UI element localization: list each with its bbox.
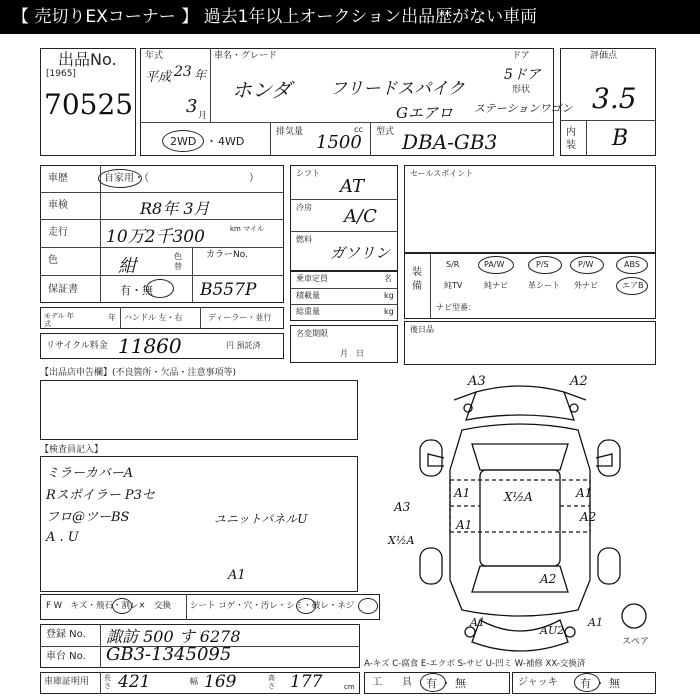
- notes-box: [40, 380, 358, 440]
- model-year-label: モデル 年式: [44, 312, 74, 328]
- afterfit-box: [404, 321, 656, 365]
- inspection-value: R8年 3月: [140, 199, 210, 218]
- gross-unit: kg: [384, 307, 394, 316]
- cm-unit: cm: [344, 683, 355, 691]
- jack-label: ジャッキ: [518, 677, 558, 688]
- length-value: 421: [118, 672, 151, 692]
- seat-circle-2: [358, 598, 378, 614]
- drive-2wd: 2WD: [170, 135, 197, 148]
- capacity-unit: 名: [384, 274, 392, 283]
- equip-s-r: S/R: [446, 260, 460, 269]
- length-label: 長さ: [104, 674, 111, 690]
- reg-label: 登録 No.: [46, 629, 86, 640]
- maker: ホンダ: [232, 78, 292, 102]
- model-year-unit: 年: [108, 313, 116, 322]
- regchange-unit: 月 日: [340, 349, 364, 358]
- inspection-label: 車検: [48, 200, 68, 211]
- equip-leather: 革シート: [528, 281, 560, 290]
- color-change: 色替: [174, 252, 182, 271]
- fw-circle: [112, 598, 132, 614]
- circle-pa-w: [478, 256, 514, 274]
- displacement-label: 排気量: [276, 127, 304, 137]
- color-code-label: カラーNo.: [206, 250, 248, 260]
- type-label: 型式: [376, 127, 395, 137]
- circle-p-s: [528, 256, 562, 274]
- height-value: 177: [290, 672, 323, 692]
- equip-p-w: P/W: [578, 260, 594, 269]
- equip-pa-w: PA/W: [484, 260, 505, 269]
- afterfit-label: 後日品: [410, 325, 434, 334]
- shape-label: 形状: [512, 85, 531, 95]
- equip-airbag: エアB: [622, 281, 644, 290]
- color-code: B557P: [200, 280, 257, 300]
- spare-label: スペア: [622, 637, 650, 647]
- mileage-value: 10万2千300: [106, 227, 205, 247]
- regchange-label: 名変期限: [296, 329, 328, 338]
- exhibit-number: 70525: [44, 88, 134, 121]
- dmg-a1-mid: A1: [456, 518, 473, 532]
- damage-legend: A-キズ C-腐食 E-エクボ S-サビ U-凹ミ W-補修 XX-交換済: [364, 659, 586, 669]
- chassis-label: 車台 No.: [46, 651, 86, 662]
- dmg-a2-top: A2: [570, 374, 588, 389]
- shift-value: AT: [340, 176, 365, 197]
- score: 3.5: [592, 82, 637, 115]
- dmg-xya-side: X½A: [388, 534, 415, 547]
- name-label: 車名・グレード: [214, 51, 278, 61]
- sales-title: セールスポイント: [410, 169, 474, 178]
- interior-label: 内装: [566, 127, 576, 151]
- door-label: ドア: [512, 51, 530, 61]
- drive-2wd-circle: [162, 130, 204, 152]
- model: フリードスパイク: [330, 79, 465, 99]
- mileage-label: 走行: [48, 227, 68, 238]
- shape: ステーションワゴン: [474, 102, 573, 115]
- displacement: 1500: [316, 132, 362, 153]
- load-label: 積載量: [296, 291, 320, 300]
- seat-label: シート コゲ・穴・汚レ・シミ・破レ・ネジ: [190, 601, 355, 611]
- shift-label: シフト: [296, 169, 320, 178]
- sales-box: [404, 165, 656, 253]
- interior: B: [612, 126, 629, 151]
- jack-circle: [574, 673, 600, 692]
- grade: Gエアロ: [396, 104, 453, 122]
- dmg-a2-right: A2: [580, 510, 597, 524]
- warranty-label: 保証書: [48, 284, 78, 295]
- month-value: 3: [186, 96, 198, 117]
- exhibit-label: 出品No.: [58, 50, 117, 69]
- equip-label: 装備: [412, 267, 422, 292]
- ex-corner-banner: 【 売切りEXコーナー 】 過去1年以上オークション出品歴がない車両: [0, 0, 700, 34]
- dmg-a3-top: A3: [468, 374, 486, 389]
- gross-label: 総重量: [296, 307, 320, 316]
- seat-note: ユニットパネルU: [214, 512, 308, 526]
- year-num: 23: [174, 64, 192, 80]
- year-label: 年式: [145, 51, 164, 61]
- history-value: 自家用・（ ）: [104, 173, 259, 184]
- note-4: A . U: [46, 530, 79, 545]
- circle-abs: [616, 256, 648, 274]
- handle-label: ハンドル 左・右: [124, 313, 183, 322]
- color-label: 色: [48, 255, 58, 266]
- mileage-unit: km マイル: [230, 225, 264, 233]
- capacity-label: 乗車定員: [296, 274, 328, 283]
- year-suffix: 年: [194, 68, 207, 82]
- equip-tv: 純TV: [444, 281, 463, 290]
- equip-p-s: P/S: [536, 260, 549, 269]
- fuel-value: ガソリン: [330, 244, 391, 262]
- load-unit: kg: [384, 291, 394, 300]
- year-era: 平成: [145, 70, 172, 85]
- history-circle: [98, 169, 142, 188]
- dmg-a1-left: A1: [454, 486, 471, 500]
- circle-airbag: [616, 277, 648, 295]
- score-label: 評価点: [590, 51, 618, 61]
- fw-label: F W キズ・飛石・割レ× 交換: [46, 601, 171, 611]
- width-label: 幅: [190, 677, 198, 686]
- fuel-label: 燃料: [296, 235, 312, 244]
- equip-ext-navi: 外ナビ: [574, 281, 598, 290]
- nav-label: ナビ型番：: [436, 303, 476, 312]
- equip-abs: ABS: [624, 260, 640, 269]
- cert-label: 車庫証明用: [44, 677, 90, 687]
- exhibit-sub: [1965]: [46, 69, 76, 79]
- drive-4wd: 4WD: [218, 135, 245, 148]
- dmg-a1-bl: A1: [470, 616, 485, 629]
- jack-value: 有 ・ 無: [580, 677, 620, 690]
- tools-circle: [420, 673, 446, 692]
- warranty-value: 有・無: [120, 284, 153, 297]
- height-label: 高さ: [268, 674, 275, 690]
- cc-unit: cc: [354, 125, 363, 134]
- ac-value: A/C: [344, 206, 377, 227]
- dealer-label: ディーラー・並行: [208, 313, 272, 322]
- dmg-xya-roof: X½A: [504, 490, 533, 504]
- note-2: Rスポイラー P3セ: [46, 488, 155, 503]
- color-value: 紺: [118, 256, 136, 277]
- note-3: フロ@ツーBS: [46, 510, 130, 525]
- recycle-value: 11860: [118, 334, 182, 358]
- dmg-a2-lower: A2: [540, 572, 557, 586]
- note-1: ミラーカバーA: [46, 466, 134, 481]
- width-value: 169: [204, 672, 237, 692]
- tools-label: 工 具: [372, 677, 412, 688]
- inspector-label: 【検査員記入】: [40, 445, 104, 455]
- month-suffix: 月: [198, 111, 208, 121]
- dmg-a1-right: A1: [576, 486, 593, 500]
- notes-label: 【出品店申告欄】(不良箇所・欠品・注意事項等): [40, 368, 237, 378]
- recycle-unit: 円 預託済: [226, 341, 261, 350]
- fw-a-mark: A1: [228, 568, 246, 583]
- tools-value: 有 ・ 無: [426, 677, 466, 690]
- recycle-label: リサイクル料金: [46, 341, 108, 351]
- dmg-au2: AU2: [540, 624, 565, 637]
- reg-value: 諏訪 500 す 6278: [106, 627, 241, 646]
- circle-p-w: [570, 256, 604, 274]
- drive-sep: ・: [206, 135, 217, 148]
- car-diagram: [384, 370, 656, 670]
- history-label: 車歴: [48, 173, 68, 184]
- type-code: DBA-GB3: [402, 130, 498, 154]
- equip-navi: 純ナビ: [484, 281, 508, 290]
- doors: 5ドア: [504, 67, 541, 83]
- seat-circle-1: [296, 598, 316, 614]
- dmg-a1-br: A1: [588, 616, 603, 629]
- dmg-a3-side: A3: [394, 500, 411, 514]
- warranty-circle: [146, 279, 174, 298]
- ac-label: 冷房: [296, 203, 312, 212]
- chassis-value: GB3-1345095: [106, 644, 232, 665]
